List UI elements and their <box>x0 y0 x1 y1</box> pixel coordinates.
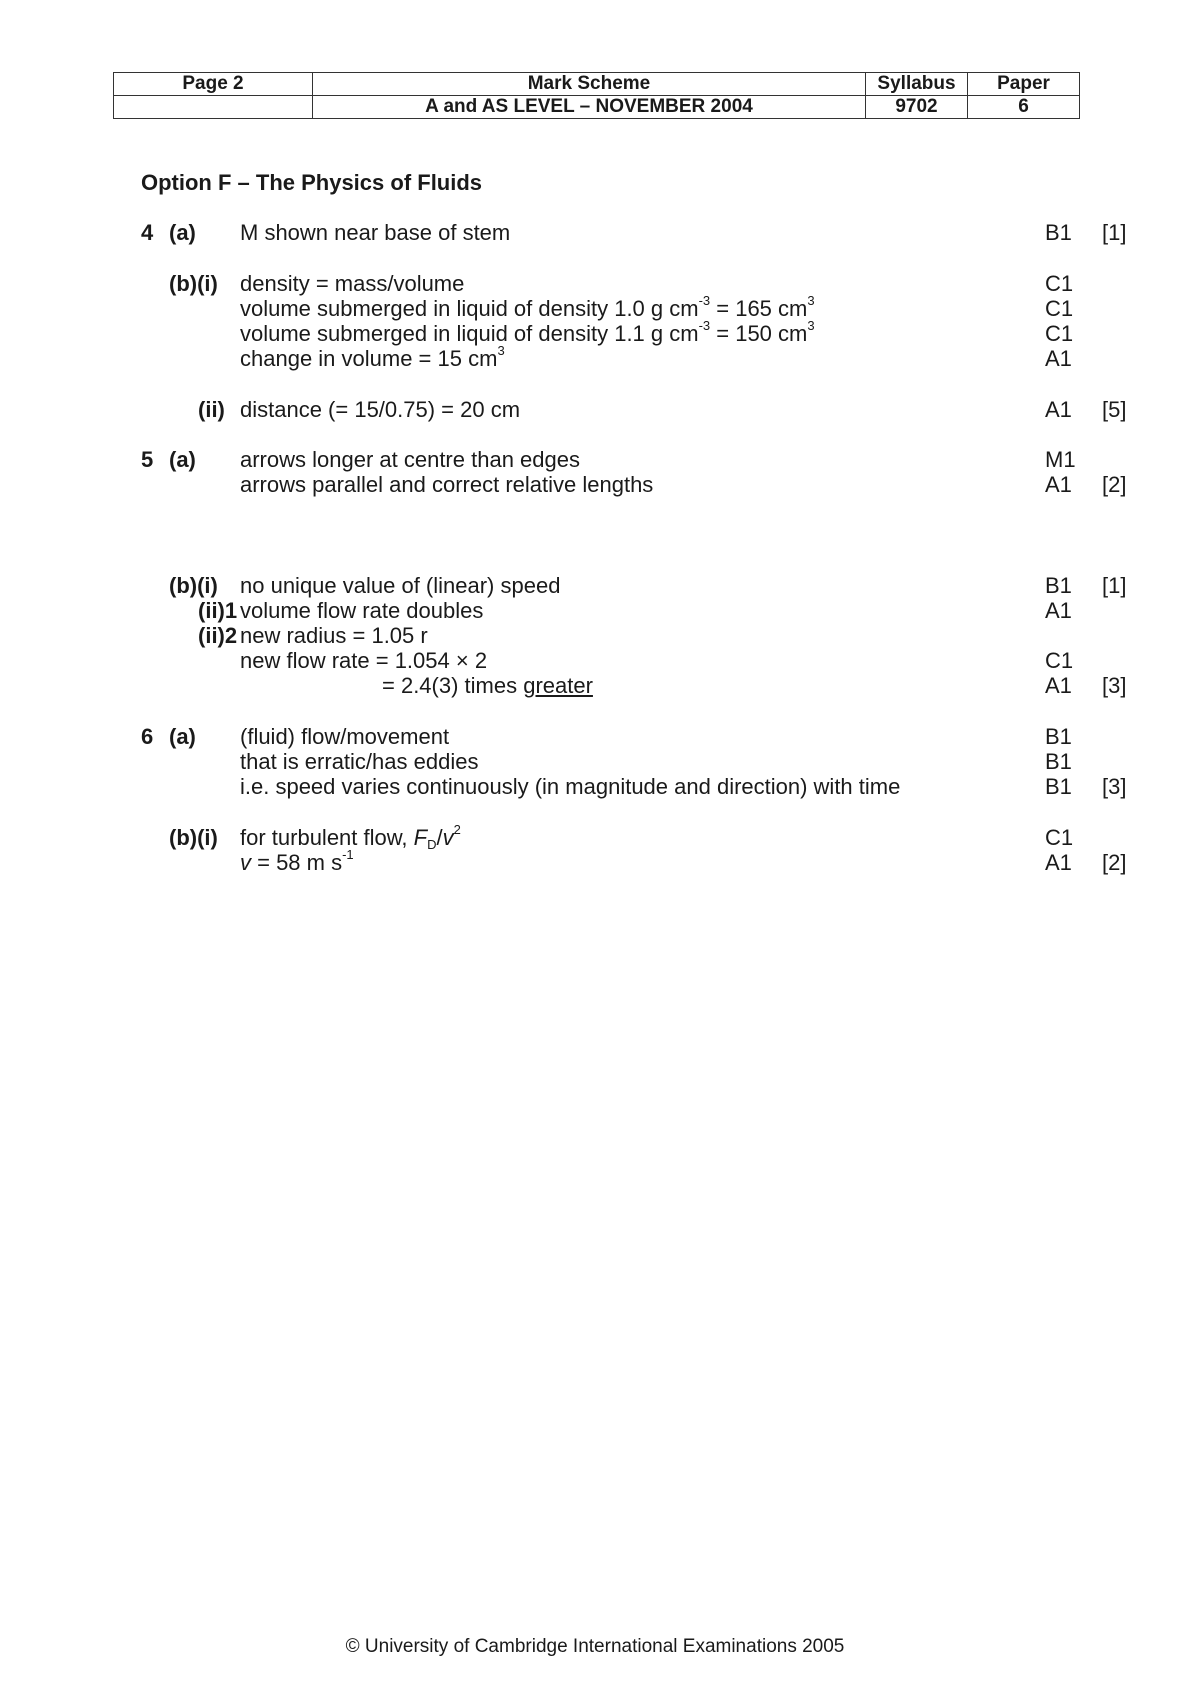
q6-bi-line1: for turbulent flow, $F_D/v^2$ <box>240 822 461 852</box>
q4-bi-line3: volume submerged in liquid of density 1.1 g $cm^{-3} = 150$ $cm^3$ <box>240 318 815 346</box>
q4-bi-line2-mark: C1 <box>1045 296 1074 321</box>
q4-number: 4 <box>141 220 154 245</box>
header-page: Page 2 <box>114 73 313 96</box>
q5-ii2-line2: new flow rate = 1.054 × 2 <box>240 648 488 673</box>
header-syllabus: 9702 <box>866 96 968 119</box>
q5-a-line2-mark: A1 <box>1045 472 1072 497</box>
header-subtitle: A and AS LEVEL – NOVEMBER 2004 <box>313 96 866 119</box>
q4-a-label: (a) <box>169 220 196 245</box>
q4-a-text: M shown near base of stem <box>240 220 511 245</box>
q5-ii2-line2-mark: C1 <box>1045 648 1074 673</box>
q5-bi-mark: B1 <box>1045 573 1072 598</box>
q5-ii1-label: (ii)1 <box>198 598 238 623</box>
q5-ii2-total: [3] <box>1102 673 1127 698</box>
q5-ii1-text: volume flow rate doubles <box>240 598 484 623</box>
header-table <box>113 72 1080 119</box>
q5-a-line2: arrows parallel and correct relative lengths <box>240 472 654 497</box>
q6-bi-line1-mark: C1 <box>1045 825 1074 850</box>
q4-bi-line2: volume submerged in liquid of density 1.0 g $cm^{-3} = 165$ $cm^3$ <box>240 293 815 321</box>
q6-bi-line2: v = 58 m $s^{-1}$ <box>240 847 354 875</box>
q6-bi-total: [2] <box>1102 850 1127 875</box>
q6-a-label: (a) <box>169 724 196 749</box>
q4-ii-total: [5] <box>1102 397 1127 422</box>
q5-bi-text: no unique value of (linear) speed <box>240 573 561 598</box>
q4-bi-line3-mark: C1 <box>1045 321 1074 346</box>
q5-a-line1: arrows longer at centre than edges <box>240 447 580 472</box>
section-title: Option F – The Physics of Fluids <box>141 170 483 195</box>
q5-ii2-line3: = 2.4(3) times greater <box>382 673 593 698</box>
q4-bi-label: (b)(i) <box>169 271 218 296</box>
q5-ii2-line3-mark: A1 <box>1045 673 1072 698</box>
q6-a-line3-mark: B1 <box>1045 774 1072 799</box>
q5-ii2-line1: new radius = 1.05 r <box>240 623 428 648</box>
q4-ii-label: (ii) <box>198 397 225 422</box>
q5-bi-label: (b)(i) <box>169 573 218 598</box>
q4-ii-mark: A1 <box>1045 397 1072 422</box>
q4-ii-text: distance (= 15/0.75) = 20 cm <box>240 397 521 422</box>
q5-a-line1-mark: M1 <box>1045 447 1076 472</box>
q6-number: 6 <box>141 724 154 749</box>
q4-bi-line1-mark: C1 <box>1045 271 1074 296</box>
q6-a-line1-mark: B1 <box>1045 724 1072 749</box>
q5-a-label: (a) <box>169 447 196 472</box>
q4-bi-line4: change in volume = 15 $cm^3$ <box>240 343 505 371</box>
q5-bi-total: [1] <box>1102 573 1127 598</box>
header-title: Mark Scheme <box>313 73 866 96</box>
footer-copyright: © University of Cambridge International Examinations 2005 <box>345 1636 845 1657</box>
q5-a-total: [2] <box>1102 472 1127 497</box>
q6-a-line2-mark: B1 <box>1045 749 1072 774</box>
header-syllabus-label: Syllabus <box>866 73 968 96</box>
q6-bi-line2-mark: A1 <box>1045 850 1072 875</box>
q6-a-total: [3] <box>1102 774 1127 799</box>
header-empty-cell <box>114 96 313 119</box>
q4-a-total: [1] <box>1102 220 1127 245</box>
q5-number: 5 <box>141 447 154 472</box>
q4-bi-line4-mark: A1 <box>1045 346 1072 371</box>
header-paper-label: Paper <box>968 73 1080 96</box>
q6-a-line1: (fluid) flow/movement <box>240 724 450 749</box>
q6-bi-label: (b)(i) <box>169 825 218 850</box>
q4-a-mark: B1 <box>1045 220 1072 245</box>
q4-bi-line1: density = mass/volume <box>240 271 465 296</box>
q5-ii2-label: (ii)2 <box>198 623 238 648</box>
q5-ii1-mark: A1 <box>1045 598 1072 623</box>
q6-a-line3: i.e. speed varies continuously (in magnitude and direction) with time <box>240 774 901 799</box>
header-paper: 6 <box>968 96 1080 119</box>
q6-a-line2: that is erratic/has eddies <box>240 749 479 774</box>
